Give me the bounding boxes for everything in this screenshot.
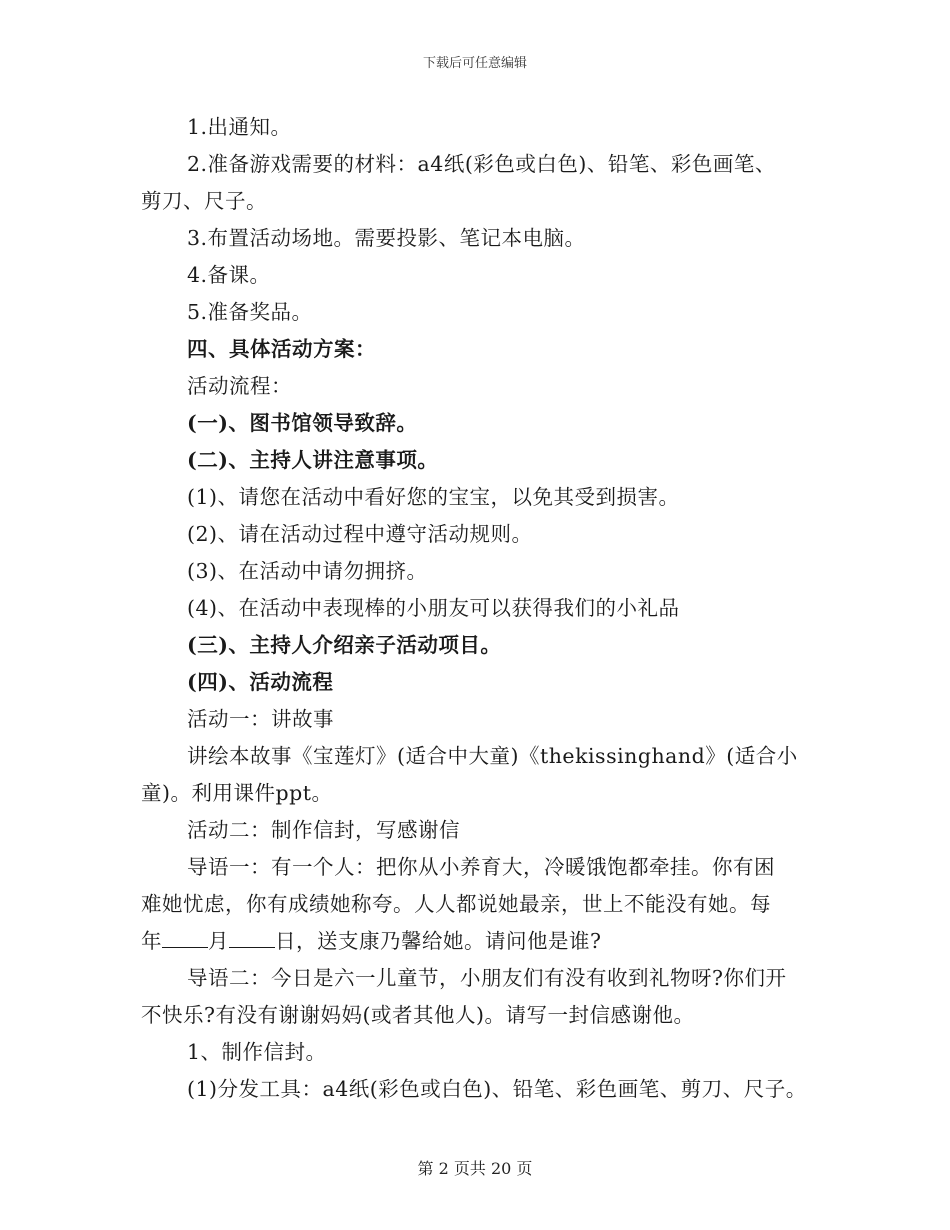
fill-blank-day xyxy=(229,925,275,948)
notice-item-2: (2)、请在活动过程中遵守活动规则。 xyxy=(187,522,533,546)
step-1-item-1: (1)分发工具：a4纸(彩色或白色)、铅笔、彩色画笔、剪刀、尺子。 xyxy=(187,1077,807,1101)
paragraph-item-1: 1.出通知。 xyxy=(187,115,292,139)
page-footer: 第 2 页共 20 页 xyxy=(417,1159,533,1178)
intro-1-line-3 xyxy=(141,923,831,960)
subheading-1: (一)、图书馆领导致辞。 xyxy=(187,411,418,435)
fill-blank-month xyxy=(162,925,208,948)
notice-item-3: (3)、在活动中请勿拥挤。 xyxy=(187,559,428,583)
intro-1-line-1: 导语一：有一个人：把你从小养育大，冷暖饿饱都牵挂。你有困 xyxy=(187,855,775,879)
activity-1-desc: 讲绘本故事《宝莲灯》(适合中大童)《thekissinghand》(适合小 xyxy=(187,744,798,768)
notice-item-1: (1)、请您在活动中看好您的宝宝，以免其受到损害。 xyxy=(187,485,680,509)
step-1-title: 1、制作信封。 xyxy=(187,1040,327,1064)
intro-1-rest: 日，送支康乃馨给她。请问他是谁? xyxy=(275,929,602,953)
activity-1-title: 活动一：讲故事 xyxy=(187,707,334,731)
subheading-2: (二)、主持人讲注意事项。 xyxy=(187,448,439,472)
subheading-3: (三)、主持人介绍亲子活动项目。 xyxy=(187,633,502,657)
paragraph-item-2-cont: 剪刀、尺子。 xyxy=(141,189,267,213)
activity-1-desc-cont: 童)。利用课件ppt。 xyxy=(141,781,333,805)
paragraph-item-2: 2.准备游戏需要的材料：a4纸(彩色或白色)、铅笔、彩色画笔、 xyxy=(187,152,776,176)
paragraph-item-3: 3.布置活动场地。需要投影、笔记本电脑。 xyxy=(187,226,586,250)
paragraph-flow-label: 活动流程： xyxy=(187,374,292,398)
page-header: 下载后可任意编辑 xyxy=(422,56,527,71)
paragraph-item-5: 5.准备奖品。 xyxy=(187,300,313,324)
intro-2-line-2: 不快乐?有没有谢谢妈妈(或者其他人)。请写一封信感谢他。 xyxy=(141,1003,695,1027)
section-heading: 四、具体活动方案： xyxy=(187,337,376,361)
intro-2-line-1: 导语二：今日是六一儿童节，小朋友们有没有收到礼物呀?你们开 xyxy=(187,966,787,990)
subheading-4: (四)、活动流程 xyxy=(187,670,334,694)
paragraph-item-4: 4.备课。 xyxy=(187,263,271,287)
notice-item-4: (4)、在活动中表现棒的小朋友可以获得我们的小礼品 xyxy=(187,596,680,620)
intro-1-line-2: 难她忧虑，你有成绩她称夸。人人都说她最亲，世上不能没有她。每 xyxy=(141,892,771,916)
activity-2-title: 活动二：制作信封，写感谢信 xyxy=(187,818,460,842)
intro-1-month: 月 xyxy=(208,929,229,953)
intro-1-year: 年 xyxy=(141,929,162,953)
document-body xyxy=(141,109,831,1108)
